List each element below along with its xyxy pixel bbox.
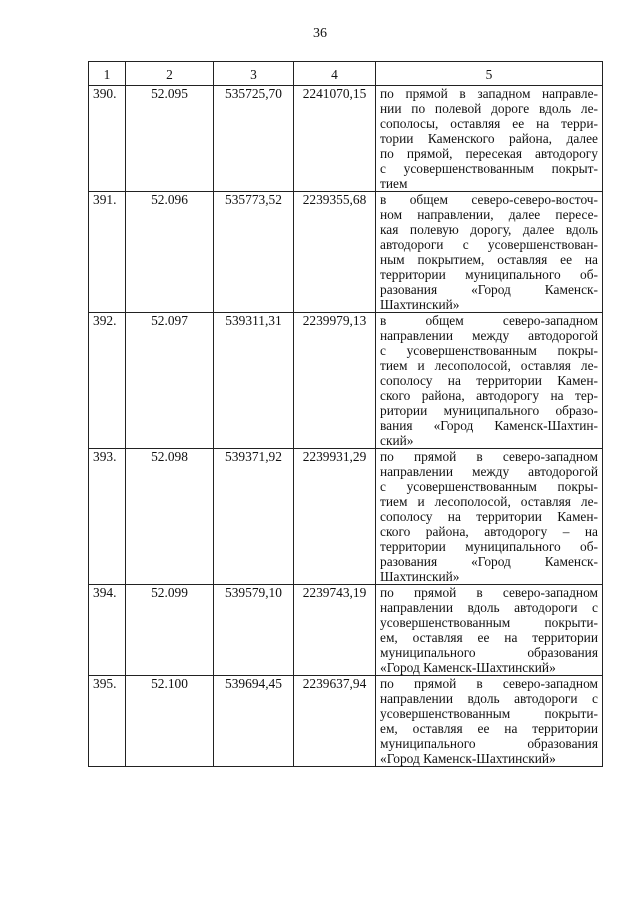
description-line: по прямой в северо-западном (380, 585, 598, 600)
description-line: по прямой в северо-западном (380, 676, 598, 691)
y-coordinate-cell: 2239355,68 (294, 192, 376, 313)
description-cell (376, 192, 603, 313)
row-number-cell: 393. (89, 449, 126, 585)
table-row (89, 449, 603, 585)
x-coordinate-cell: 539579,10 (214, 585, 294, 676)
description-line: Шахтинский» (380, 297, 460, 312)
table-row (89, 313, 603, 449)
description-line: ем, оставляя ее на территории (380, 630, 598, 645)
description-line: направлении вдоль автодороги с (380, 691, 598, 706)
description-line: «Город Каменск-Шахтинский» (380, 660, 556, 675)
description-line: разования «Город Каменск- (380, 554, 598, 569)
table-row (89, 86, 603, 192)
description-line: тием и лесополосой, оставляя ле- (380, 494, 598, 509)
description-line: направлении вдоль автодороги с (380, 600, 598, 615)
column-header: 3 (214, 62, 294, 86)
description-line: направлении между автодорогой (380, 464, 598, 479)
description-line: сополосу на территории Камен- (380, 509, 598, 524)
description-line: ем, оставляя ее на территории (380, 721, 598, 736)
row-number-cell: 392. (89, 313, 126, 449)
table-row (89, 585, 603, 676)
point-id-cell: 52.098 (126, 449, 214, 585)
description-line: «Город Каменск-Шахтинский» (380, 751, 556, 766)
description-line: ский» (380, 433, 414, 448)
description-cell (376, 585, 603, 676)
row-number-cell: 391. (89, 192, 126, 313)
description-line: по прямой, пересекая автодорогу (380, 146, 598, 161)
description-line: с усовершенствованным покры- (380, 343, 598, 358)
column-header: 1 (89, 62, 126, 86)
description-line: тием и лесополосой, оставляя ле- (380, 358, 598, 373)
description-line: муниципального образования (380, 645, 598, 660)
boundary-points-table (88, 61, 603, 767)
description-line: ным покрытием, оставляя ее на (380, 252, 598, 267)
description-cell (376, 86, 603, 192)
description-line: тием (380, 176, 408, 191)
description-line: территории муниципального об- (380, 539, 598, 554)
description-line: разования «Город Каменск- (380, 282, 598, 297)
description-line: вания «Город Каменск-Шахтин- (380, 418, 598, 433)
description-line: в общем северо-западном (380, 313, 598, 328)
description-line: усовершенствованным покрыти- (380, 706, 598, 721)
description-line: с усовершенствованным покры- (380, 479, 598, 494)
column-header: 2 (126, 62, 214, 86)
x-coordinate-cell: 535725,70 (214, 86, 294, 192)
table-header-row (89, 62, 603, 86)
description-line: нии по полевой дороге вдоль ле- (380, 101, 598, 116)
description-line: автодороги с усовершенствован- (380, 237, 598, 252)
column-header: 4 (294, 62, 376, 86)
description-line: ном направлении, далее пересе- (380, 207, 598, 222)
point-id-cell: 52.096 (126, 192, 214, 313)
description-cell (376, 313, 603, 449)
x-coordinate-cell: 535773,52 (214, 192, 294, 313)
description-line: в общем северо-северо-восточ- (380, 192, 598, 207)
description-line: территории муниципального об- (380, 267, 598, 282)
description-line: Шахтинский» (380, 569, 460, 584)
table-row (89, 192, 603, 313)
table-row (89, 676, 603, 767)
description-line: сополосы, оставляя ее на терри- (380, 116, 598, 131)
x-coordinate-cell: 539371,92 (214, 449, 294, 585)
x-coordinate-cell: 539311,31 (214, 313, 294, 449)
point-id-cell: 52.095 (126, 86, 214, 192)
row-number-cell: 394. (89, 585, 126, 676)
description-line: муниципального образования (380, 736, 598, 751)
row-number-cell: 395. (89, 676, 126, 767)
point-id-cell: 52.099 (126, 585, 214, 676)
description-line: по прямой в западном направле- (380, 86, 598, 101)
description-line: усовершенствованным покрыти- (380, 615, 598, 630)
description-line: сополосу на территории Камен- (380, 373, 598, 388)
point-id-cell: 52.100 (126, 676, 214, 767)
y-coordinate-cell: 2239979,13 (294, 313, 376, 449)
page-number: 36 (313, 26, 327, 41)
point-id-cell: 52.097 (126, 313, 214, 449)
description-line: с усовершенствованным покрыт- (380, 161, 598, 176)
y-coordinate-cell: 2241070,15 (294, 86, 376, 192)
table-body (89, 86, 603, 767)
description-line: направлении между автодорогой (380, 328, 598, 343)
description-line: по прямой в северо-западном (380, 449, 598, 464)
row-number-cell: 390. (89, 86, 126, 192)
column-header: 5 (376, 62, 603, 86)
y-coordinate-cell: 2239931,29 (294, 449, 376, 585)
y-coordinate-cell: 2239743,19 (294, 585, 376, 676)
description-cell (376, 676, 603, 767)
y-coordinate-cell: 2239637,94 (294, 676, 376, 767)
description-line: ского района, автодорогу на тер- (380, 388, 598, 403)
x-coordinate-cell: 539694,45 (214, 676, 294, 767)
description-line: ского района, автодорогу – на (380, 524, 598, 539)
description-line: кая полевую дорогу, далее вдоль (380, 222, 598, 237)
description-cell (376, 449, 603, 585)
description-line: тории Каменского района, далее (380, 131, 598, 146)
description-line: ритории муниципального образо- (380, 403, 598, 418)
